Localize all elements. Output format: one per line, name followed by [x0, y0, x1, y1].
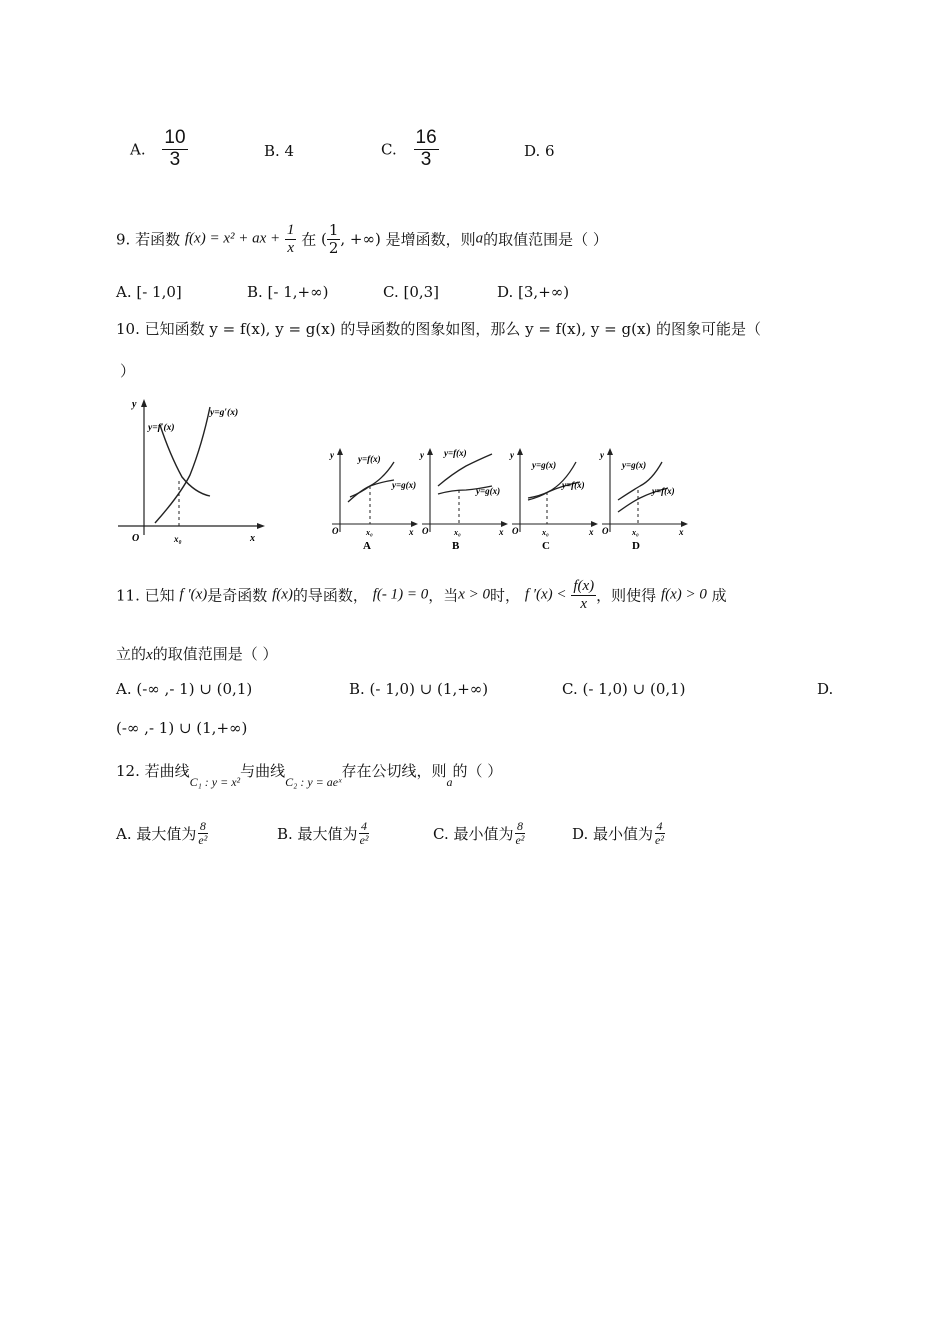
fraction-denominator: e²: [515, 833, 525, 848]
q11-option-d-value: (-∞ ,- 1) ∪ (1,+∞): [116, 719, 248, 737]
q11-option-c: C. (- 1,0) ∪ (0,1): [562, 680, 686, 698]
q9-in: 在: [301, 230, 317, 249]
q11-p5: 时，: [490, 586, 521, 605]
fraction-denominator: e²: [359, 833, 369, 848]
q8-option-a: [130, 128, 188, 171]
q8-option-a-label: A.: [130, 140, 146, 159]
q12-option-a: [116, 820, 209, 847]
q12-option-d-label: D. 最小值为: [572, 825, 654, 844]
q9-suffix: 是增函数，则: [385, 230, 476, 249]
q9-var: a: [475, 230, 484, 247]
graph-label-x: x: [250, 533, 255, 544]
graph-label-origin: O: [132, 533, 140, 544]
fraction-numerator: f(x): [573, 578, 595, 594]
q12-option-c-label: C. 最小值为: [433, 825, 514, 844]
q12-option-b: [277, 820, 371, 847]
axis-x0: x₀: [454, 528, 461, 537]
panel-letter: D: [632, 540, 640, 552]
q12-var: a: [446, 775, 453, 789]
axis-x0: x₀: [632, 528, 639, 537]
q12-question: [116, 760, 503, 789]
q10-derivative-graph: [110, 395, 270, 550]
panel-b: [419, 448, 508, 552]
panel-letter: C: [542, 540, 550, 552]
q11-question-line2: [116, 643, 277, 664]
q12-option-c-fraction: [513, 820, 526, 847]
fraction-denominator: x: [580, 595, 588, 612]
fraction-numerator: 4: [656, 819, 663, 833]
axis-x: x: [499, 527, 504, 537]
fraction-numerator: 4: [361, 819, 368, 833]
q11-fraction: [571, 578, 596, 612]
q11-p7: 成: [711, 586, 727, 605]
fraction-numerator: 1: [286, 222, 295, 238]
fraction-denominator: 3: [420, 148, 432, 170]
q12-p4: 的（ ）: [452, 762, 503, 780]
q12-option-c: [433, 820, 526, 847]
fraction-denominator: e²: [655, 833, 664, 848]
f-curve: [348, 462, 394, 502]
q12-c2: C₂ : y = aeˣ: [285, 775, 342, 789]
q12-c1: C₁ : y = x²: [189, 775, 241, 789]
q9-fraction: [285, 222, 297, 256]
q11-p6: ，则使得: [596, 586, 657, 605]
axis-x0: x₀: [542, 528, 549, 537]
q11-option-d-label: D.: [817, 680, 834, 698]
axis-origin: O: [332, 526, 339, 536]
axis-y: y: [510, 450, 514, 460]
q9-option-c: C. [0,3]: [383, 283, 440, 301]
q12-p3: 存在公切线，则: [341, 762, 447, 780]
q8-option-b: B. 4: [264, 142, 295, 160]
q8-option-c-label: C.: [381, 140, 397, 159]
q12-p1: 12. 若曲线: [116, 762, 190, 780]
fraction-denominator: 3: [169, 148, 181, 170]
label-top: y=f(x): [444, 448, 467, 458]
q10-question-line1: 10. 已知函数 y = f(x), y = g(x) 的导函数的图象如图，那么 y = f(x), y = g(x) 的图象可能是（: [116, 320, 762, 338]
panel-letter: B: [452, 540, 460, 552]
q11-p3: 的导函数，: [292, 586, 368, 605]
q11-fprime: f ′(x): [179, 586, 208, 603]
q9-function: f(x) = x² + ax +: [184, 230, 281, 247]
q12-option-a-label: A. 最大值为: [116, 825, 197, 844]
q10-options-graphs: [326, 442, 696, 554]
label-bottom: y=f(x): [652, 486, 675, 496]
q12-option-b-fraction: [358, 820, 371, 847]
q11-question: [116, 578, 727, 612]
axis-x: x: [589, 527, 594, 537]
label-top: y=g(x): [532, 460, 557, 470]
q8-option-d: D. 6: [524, 142, 555, 160]
q11-p4: ，当: [428, 586, 459, 605]
q9-interval-close: , +∞): [340, 230, 381, 248]
q11-ineq: f ′(x) <: [524, 586, 567, 603]
q11-fx: f(x): [272, 586, 293, 603]
axis-origin: O: [422, 526, 429, 536]
q10-question-line2: ）: [120, 362, 136, 380]
q9-question: [116, 222, 608, 256]
q11-p2: 是奇函数: [207, 586, 268, 605]
q11-line2a: 立的: [116, 645, 147, 663]
axis-y: y: [330, 450, 334, 460]
q8-option-a-fraction: [162, 128, 187, 171]
q11-cond: f(- 1) = 0: [372, 586, 429, 603]
axis-origin: O: [512, 526, 519, 536]
graph-label-f-prime: y=f′(x): [148, 423, 175, 433]
q11-line2-var: x: [146, 647, 153, 663]
panel-a: [329, 448, 418, 552]
q9-interval-open: (: [320, 230, 327, 248]
q9-option-d: D. [3,+∞): [497, 283, 570, 301]
q9-suffix2: 的取值范围是（ ）: [483, 230, 608, 249]
fraction-denominator: 2: [328, 238, 339, 257]
fraction-numerator: 1: [328, 221, 339, 239]
f-curve: [438, 454, 492, 486]
q9-prefix: 9. 若函数: [116, 230, 181, 249]
axis-x: x: [679, 527, 684, 537]
graph-label-y: y: [132, 399, 137, 410]
panel-letter: A: [363, 540, 371, 552]
q11-option-a: A. (-∞ ,- 1) ∪ (0,1): [116, 680, 253, 698]
fraction-numerator: 8: [516, 819, 523, 833]
q12-option-b-label: B. 最大值为: [277, 825, 358, 844]
panel-d: [599, 448, 688, 552]
q9-option-a: A. [- 1,0]: [116, 283, 182, 301]
q11-line2b: 的取值范围是（ ）: [152, 645, 278, 663]
q9-option-b: B. [- 1,+∞): [247, 283, 329, 301]
label-bottom: y=f(x): [562, 480, 585, 490]
q8-option-c: [381, 128, 439, 171]
q12-p2: 与曲线: [240, 762, 286, 780]
fraction-numerator: 8: [199, 819, 206, 833]
axis-origin: O: [602, 526, 609, 536]
q11-result: f(x) > 0: [660, 586, 707, 603]
graph-label-x0: x₀: [174, 534, 182, 544]
label-top: y=g(x): [622, 460, 647, 470]
q12-option-d: [572, 820, 666, 847]
fraction-denominator: e²: [198, 833, 208, 848]
axis-x0: x₀: [366, 528, 373, 537]
label-top: y=f(x): [358, 454, 381, 464]
axis-y: y: [420, 450, 424, 460]
q12-option-d-fraction: [653, 820, 666, 847]
label-bottom: y=g(x): [476, 486, 501, 496]
fraction-numerator: 10: [164, 127, 186, 148]
g-curve: [350, 480, 394, 497]
panel-c: [509, 448, 598, 552]
q12-option-a-fraction: [196, 820, 209, 847]
q8-option-c-fraction: [414, 128, 439, 171]
fraction-numerator: 16: [415, 127, 437, 148]
q11-xgt: x > 0: [458, 586, 491, 603]
fraction-denominator: x: [287, 239, 294, 256]
q11-p1: 11. 已知: [116, 586, 175, 605]
q9-interval-fraction: [327, 222, 341, 256]
q11-option-b: B. (- 1,0) ∪ (1,+∞): [349, 680, 489, 698]
axis-y: y: [600, 450, 604, 460]
axis-x: x: [409, 527, 414, 537]
label-bottom: y=g(x): [392, 480, 417, 490]
graph-label-g-prime: y=g′(x): [210, 408, 239, 418]
